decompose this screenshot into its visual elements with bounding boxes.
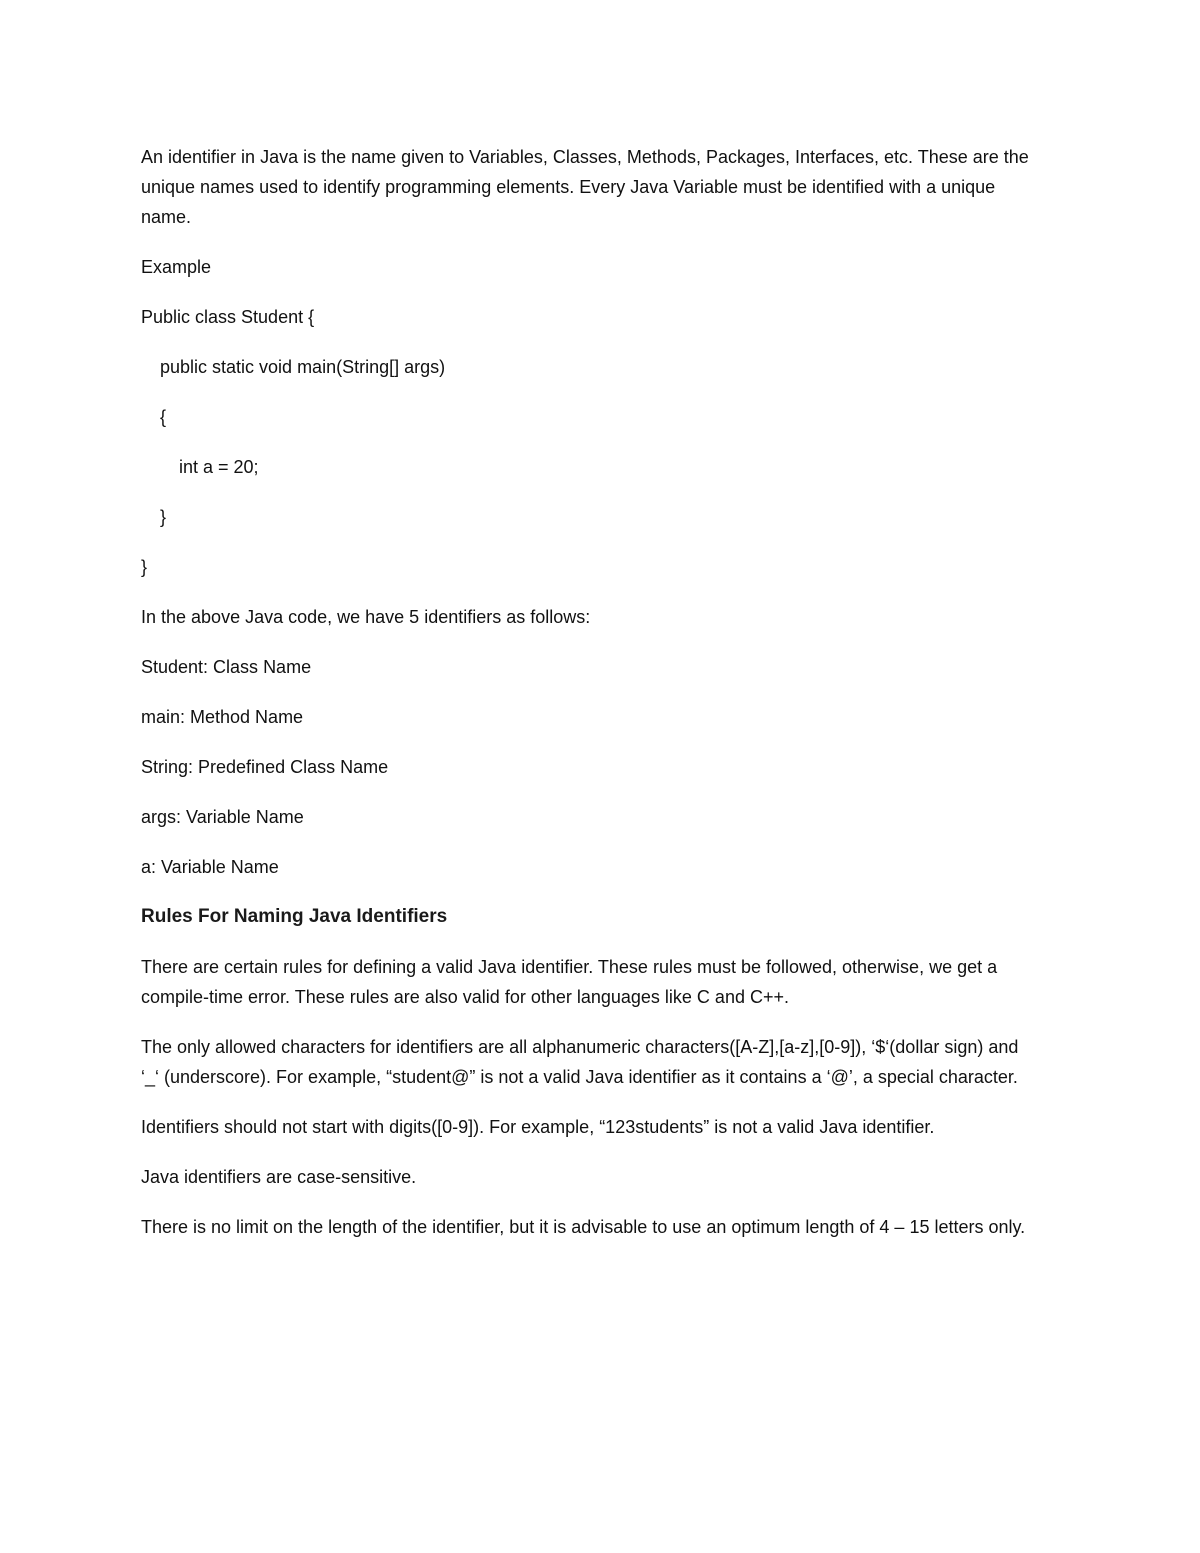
identifier-item: Student: Class Name bbox=[141, 657, 312, 677]
rule-paragraph: There is no limit on the length of the identifier, but it is advisable to use an optimum length of 4 – 15 letters only. bbox=[141, 1217, 1026, 1237]
code-line-main: public static void main(String[] args) bbox=[160, 357, 446, 377]
code-line-class: Public class Student { bbox=[141, 307, 315, 327]
code-line-open-brace: { bbox=[160, 407, 167, 427]
code-line-close-brace: } bbox=[160, 507, 167, 527]
rule-paragraph: Java identifiers are case-sensitive. bbox=[141, 1167, 417, 1187]
rule-paragraph: Identifiers should not start with digits([0-9]). For example, “123students” is not a valid Java identifier. bbox=[141, 1117, 935, 1137]
code-line-class-close: } bbox=[141, 557, 148, 577]
identifiers-intro: In the above Java code, we have 5 identifiers as follows: bbox=[141, 607, 591, 627]
identifier-item: String: Predefined Class Name bbox=[141, 757, 389, 777]
rules-heading: Rules For Naming Java Identifiers bbox=[141, 906, 448, 927]
document-page bbox=[141, 142, 1041, 1262]
rule-paragraph: The only allowed characters for identifiers are all alphanumeric characters([A-Z],[a-z],[0-9]), ‘$‘(dollar sign) and ‘_‘ (underscore). For example, “student@” is not a valid Java identifier as it contains a ‘@’, a special character. bbox=[141, 1037, 1019, 1087]
identifier-item: args: Variable Name bbox=[141, 807, 304, 827]
intro-paragraph: An identifier in Java is the name given to Variables, Classes, Methods, Packages, Interfaces, etc. These are the unique names used to identify programming elements. Every Java Variable must be identified with a unique name. bbox=[141, 147, 1029, 227]
code-line-int: int a = 20; bbox=[179, 457, 259, 477]
identifier-item: a: Variable Name bbox=[141, 857, 279, 877]
rule-paragraph: There are certain rules for defining a valid Java identifier. These rules must be followed, otherwise, we get a compile-time error. These rules are also valid for other languages like C and C++. bbox=[141, 957, 998, 1007]
identifier-item: main: Method Name bbox=[141, 707, 304, 727]
example-label: Example bbox=[141, 257, 212, 277]
